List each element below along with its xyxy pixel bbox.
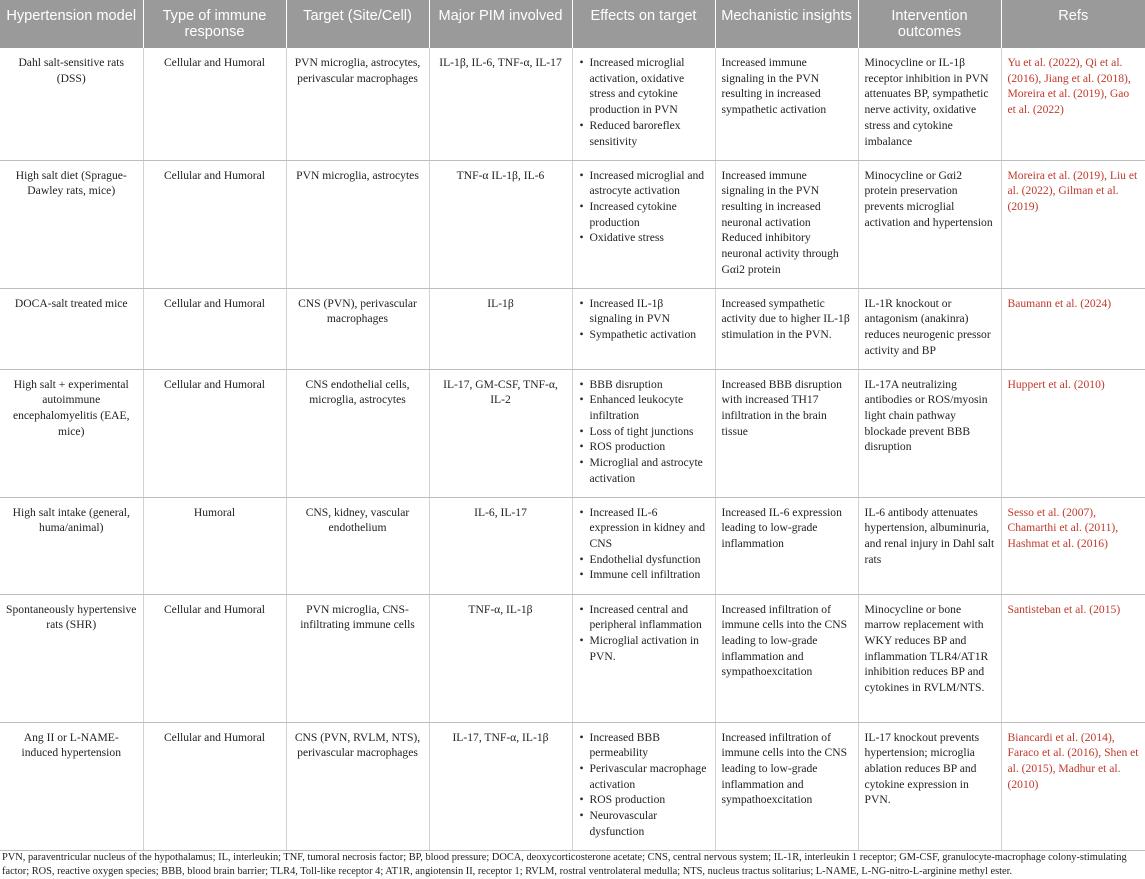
cell-mechanism: Increased infiltration of immune cells into the CNS leading to low-grade inflammation and sympathoexcitation: [715, 722, 858, 850]
cell-refs-link[interactable]: Yu et al. (2022), Qi et al. (2016), Jiang et al. (2018), Moreira et al. (2019), Gao et al. (2022): [1001, 48, 1145, 160]
table-footnote: PVN, paraventricular nucleus of the hypothalamus; IL, interleukin; TNF, tumoral necrosis factor; BP, blood pressure; DOCA, deoxycorticosterone acetate; CNS, central nervous system; IL-1R, interleukin 1 receptor; GM-CSF, granulocyte-macrophage colony-stimulating factor; ROS, reactive oxygen species; BBB, blood brain barrier; TLR4, Toll-like receptor 4; AT1R, angiotensin II, receptor 1; RVLM, rostral ventrolateral medulla; NTS, nucleus tractus solitarius; L-NAME, L-NG-nitro-L-arginine methyl ester.: [2, 852, 1127, 877]
effect-item: • Perivascular macrophage activation: [579, 761, 709, 792]
cell-mechanism: Increased BBB disruption with increased TH17 infiltration in the brain tissue: [715, 369, 858, 497]
cell-refs-link[interactable]: Moreira et al. (2019), Liu et al. (2022), Gilman et al. (2019): [1001, 160, 1145, 288]
table-row: [0, 48, 1145, 160]
header-refs: Refs: [1001, 0, 1145, 48]
header-effects: Effects on target: [572, 0, 715, 48]
effect-item: • Neurovascular dysfunction: [579, 808, 709, 839]
cell-response: Cellular and Humoral: [143, 160, 286, 288]
cell-response: Cellular and Humoral: [143, 369, 286, 497]
effect-item: • Microglial activation in PVN.: [579, 633, 709, 664]
effect-item: • Increased BBB permeability: [579, 730, 709, 761]
table-row: [0, 497, 1145, 594]
table-row: [0, 369, 1145, 497]
cell-mechanism: Increased sympathetic activity due to higher IL-1β stimulation in the PVN.: [715, 288, 858, 369]
cell-pim: TNF-α IL-1β, IL-6: [429, 160, 572, 288]
cell-outcome: IL-1R knockout or antagonism (anakinra) reduces neurogenic pressor activity and BP: [858, 288, 1001, 369]
cell-effects: [572, 497, 715, 594]
effect-item: • Enhanced leukocyte infiltration: [579, 392, 709, 423]
effect-item: • Endothelial dysfunction: [579, 552, 709, 568]
cell-refs-link[interactable]: Biancardi et al. (2014), Faraco et al. (2016), Shen et al. (2015), Madhur et al. (2010): [1001, 722, 1145, 850]
cell-mechanism: Increased infiltration of immune cells into the CNS leading to low-grade inflammation and sympathoexcitation: [715, 594, 858, 722]
table-header-row: [0, 0, 1145, 48]
cell-outcome: Minocycline or bone marrow replacement with WKY reduces BP and inflammation TLR4/AT1R inhibition reduces BP and cytokines in RVLM/NTS.: [858, 594, 1001, 722]
cell-effects: [572, 722, 715, 850]
effect-item: • Increased IL-1β signaling in PVN: [579, 296, 709, 327]
header-target: Target (Site/Cell): [286, 0, 429, 48]
cell-effects: [572, 160, 715, 288]
table-row: [0, 288, 1145, 369]
header-immune-response: Type of immune response: [143, 0, 286, 48]
cell-refs-link[interactable]: Huppert et al. (2010): [1001, 369, 1145, 497]
cell-outcome: Minocycline or IL-1β receptor inhibition in PVN attenuates BP, sympathetic nerve activity, oxidative stress and cytokine imbalance: [858, 48, 1001, 160]
effect-item: • Increased microglial and astrocyte activation: [579, 168, 709, 199]
effect-item: • BBB disruption: [579, 377, 709, 393]
cell-response: Cellular and Humoral: [143, 594, 286, 722]
cell-model: High salt diet (Sprague-Dawley rats, mice): [0, 160, 143, 288]
table-row: [0, 594, 1145, 722]
cell-refs-link[interactable]: Baumann et al. (2024): [1001, 288, 1145, 369]
cell-pim: IL-17, TNF-α, IL-1β: [429, 722, 572, 850]
cell-outcome: IL-17A neutralizing antibodies or ROS/myosin light chain pathway blockade prevent BBB disruption: [858, 369, 1001, 497]
effects-list: [579, 377, 709, 487]
cell-response: Cellular and Humoral: [143, 722, 286, 850]
cell-pim: TNF-α, IL-1β: [429, 594, 572, 722]
cell-model: High salt + experimental autoimmune encephalomyelitis (EAE, mice): [0, 369, 143, 497]
effect-item: • Increased central and peripheral inflammation: [579, 602, 709, 633]
effect-item: • Increased IL-6 expression in kidney and CNS: [579, 505, 709, 552]
cell-model: Dahl salt-sensitive rats (DSS): [0, 48, 143, 160]
cell-target: CNS, kidney, vascular endothelium: [286, 497, 429, 594]
cell-refs-link[interactable]: Sesso et al. (2007), Chamarthi et al. (2011), Hashmat et al. (2016): [1001, 497, 1145, 594]
cell-pim: IL-6, IL-17: [429, 497, 572, 594]
effects-list: [579, 168, 709, 247]
cell-outcome: Minocycline or Gαi2 protein preservation prevents microglial activation and hypertension: [858, 160, 1001, 288]
cell-target: CNS (PVN), perivascular macrophages: [286, 288, 429, 369]
cell-target: PVN microglia, astrocytes: [286, 160, 429, 288]
effects-list: [579, 730, 709, 840]
cell-model: DOCA-salt treated mice: [0, 288, 143, 369]
effect-item: • Immune cell infiltration: [579, 567, 709, 583]
cell-mechanism: Increased immune signaling in the PVN resulting in increased sympathetic activation: [715, 48, 858, 160]
cell-model: Ang II or L-NAME-induced hypertension: [0, 722, 143, 850]
cell-effects: [572, 369, 715, 497]
cell-target: CNS endothelial cells, microglia, astrocytes: [286, 369, 429, 497]
cell-target: CNS (PVN, RVLM, NTS), perivascular macrophages: [286, 722, 429, 850]
effects-list: [579, 602, 709, 665]
cell-target: PVN microglia, CNS-infiltrating immune cells: [286, 594, 429, 722]
effect-item: • Reduced baroreflex sensitivity: [579, 118, 709, 149]
effect-item: • Oxidative stress: [579, 230, 709, 246]
cell-pim: IL-17, GM-CSF, TNF-α, IL-2: [429, 369, 572, 497]
effects-list: [579, 296, 709, 343]
effect-item: • ROS production: [579, 792, 709, 808]
effect-item: • Increased cytokine production: [579, 199, 709, 230]
cell-outcome: IL-17 knockout prevents hypertension; microglia ablation reduces BP and cytokine expression in PVN.: [858, 722, 1001, 850]
cell-mechanism: Increased IL-6 expression leading to low-grade inflammation: [715, 497, 858, 594]
cell-effects: [572, 288, 715, 369]
cell-response: Humoral: [143, 497, 286, 594]
cell-model: Spontaneously hypertensive rats (SHR): [0, 594, 143, 722]
cell-outcome: IL-6 antibody attenuates hypertension, albuminuria, and renal injury in Dahl salt rats: [858, 497, 1001, 594]
table-row: [0, 160, 1145, 288]
cell-effects: [572, 594, 715, 722]
effect-item: • Loss of tight junctions: [579, 424, 709, 440]
effect-item: • Increased microglial activation, oxidative stress and cytokine production in PVN: [579, 55, 709, 118]
header-intervention-outcomes: Intervention outcomes: [858, 0, 1001, 48]
cell-pim: IL-1β: [429, 288, 572, 369]
cell-response: Cellular and Humoral: [143, 288, 286, 369]
effects-list: [579, 55, 709, 149]
cell-effects: [572, 48, 715, 160]
header-hypertension-model: Hypertension model: [0, 0, 143, 48]
cell-model: High salt intake (general, huma/animal): [0, 497, 143, 594]
cell-refs-link[interactable]: Santisteban et al. (2015): [1001, 594, 1145, 722]
table-row: [0, 722, 1145, 850]
cell-pim: IL-1β, IL-6, TNF-α, IL-17: [429, 48, 572, 160]
cell-response: Cellular and Humoral: [143, 48, 286, 160]
effect-item: • Sympathetic activation: [579, 327, 709, 343]
cell-target: PVN microglia, astrocytes, perivascular macrophages: [286, 48, 429, 160]
cell-mechanism: Increased immune signaling in the PVN resulting in increased neuronal activation Reduced inhibitory neuronal activity through Gαi2 protein: [715, 160, 858, 288]
effects-list: [579, 505, 709, 584]
header-mechanistic-insights: Mechanistic insights: [715, 0, 858, 48]
header-major-pim: Major PIM involved: [429, 0, 572, 48]
effect-item: • ROS production: [579, 439, 709, 455]
effect-item: • Microglial and astrocyte activation: [579, 455, 709, 486]
